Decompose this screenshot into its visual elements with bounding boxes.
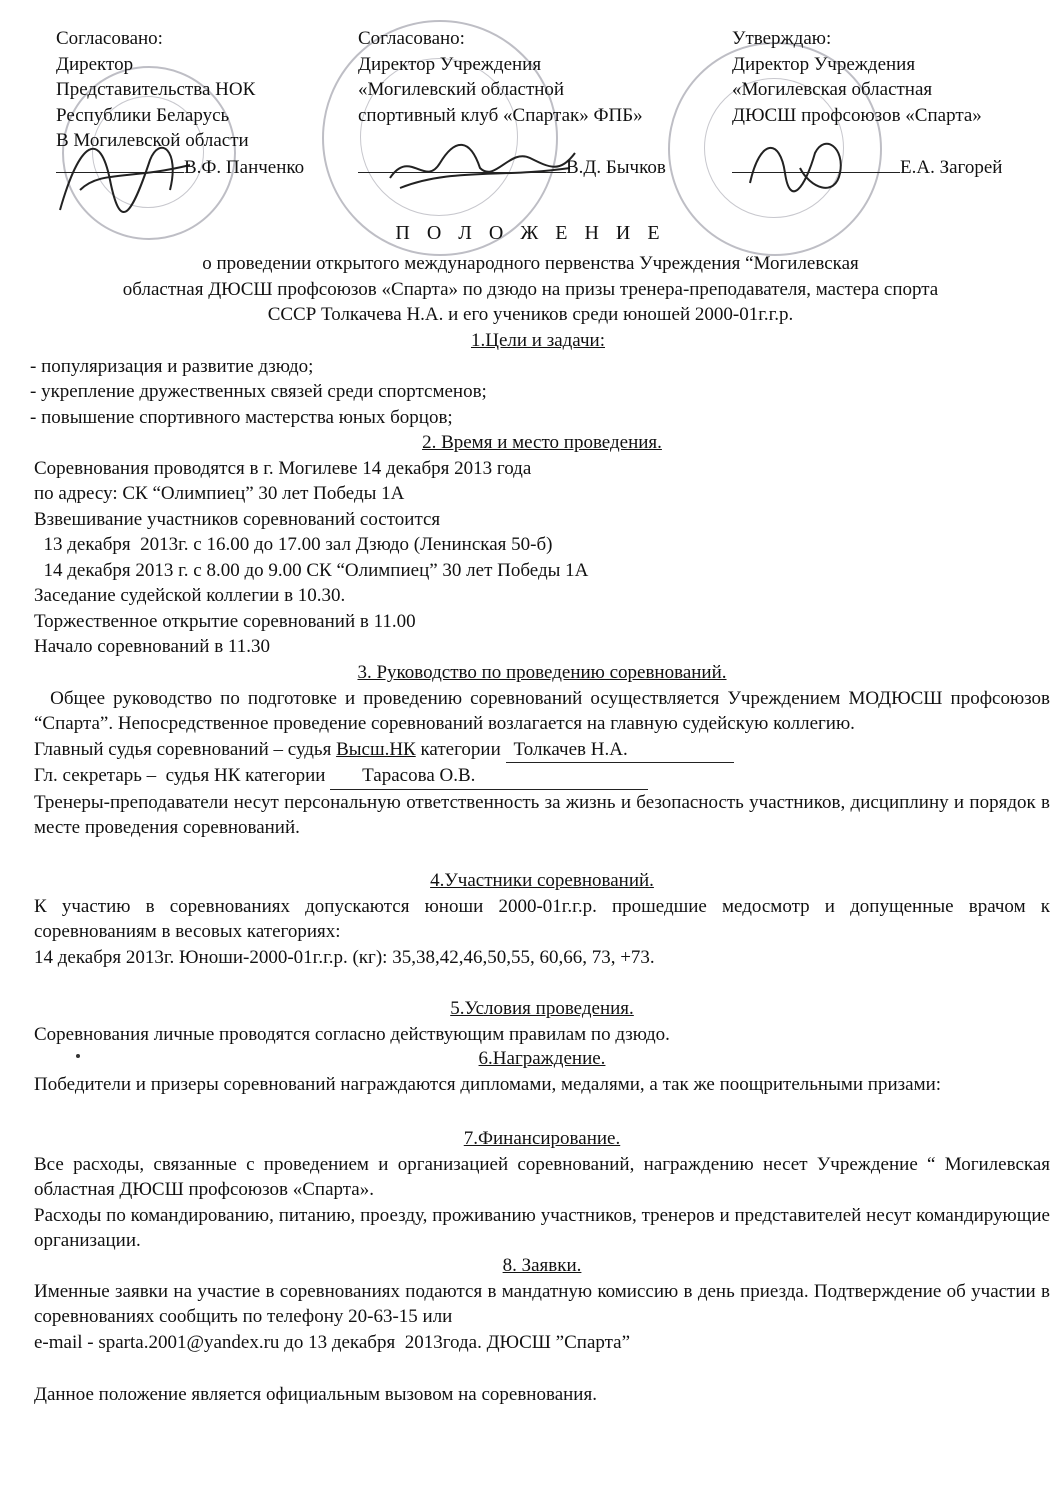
approval-line: «Могилевская областная <box>732 79 933 100</box>
text-line: Торжественное открытие соревнований в 11.00 <box>34 610 416 632</box>
weight-categories: 14 декабря 2013г. Юноши-2000-01г.г.р. (кг): 35,38,42,46,50,55, 60,66, 73, +73. <box>34 946 655 968</box>
paragraph: Все расходы, связанные с проведением и организацией соревнований, награждению несет Учреждение “ Могилевская областная ДЮСШ профсоюзов «Спарта». <box>34 1153 1050 1200</box>
judge-name: Толкачев Н.А. <box>513 738 628 760</box>
subtitle-line: о проведении открытого международного первенства Учреждения “Могилевская <box>202 253 859 274</box>
list-item: - популяризация и развитие дзюдо; <box>30 355 314 377</box>
approval-line: В Могилевской области <box>56 130 249 151</box>
section-heading: 4.Участники соревнований. <box>430 870 654 891</box>
document-title: П О Л О Ж Е Н И Е <box>395 222 666 244</box>
signature-line <box>358 154 566 173</box>
approval-middle <box>358 26 666 180</box>
approval-line: Директор Учреждения <box>358 53 542 75</box>
judge-name-field <box>506 737 734 764</box>
paragraph: Соревнования личные проводятся согласно действующим правилам по дзюдо. <box>34 1023 670 1045</box>
signer-name: Е.А. Загорей <box>900 156 1003 178</box>
secretary-name-field <box>330 763 648 790</box>
label: категории <box>415 738 506 760</box>
text-line: 13 декабря 2013г. с 16.00 до 17.00 зал Дзюдо (Ленинская 50-б) <box>34 534 553 555</box>
paragraph: Расходы по командированию, питанию, проезду, проживанию участников, тренеров и представителей несут командирующие организации. <box>34 1204 1050 1251</box>
text-line: 14 декабря 2013 г. с 8.00 до 9.00 СК “Олимпиец” 30 лет Победы 1А <box>34 559 589 581</box>
section-management <box>34 660 1055 841</box>
document-subtitle <box>20 251 1041 328</box>
paragraph: Именные заявки на участие в соревнованиях подаются в мандатную комиссию в день приезда. Подтверждение об участии в соревнованиях сообщить по телефону 20-63-15 или <box>34 1280 1050 1327</box>
signer-name: В.Ф. Панченко <box>184 156 305 178</box>
approval-heading: Согласовано: <box>358 28 465 49</box>
text-line: Взвешивание участников соревнований состоится <box>34 508 441 530</box>
section-heading: 6.Награждение. <box>478 1048 606 1069</box>
signature-line <box>56 154 184 173</box>
section-heading: 5.Условия проведения. <box>450 998 634 1019</box>
signer-name: В.Д. Бычков <box>566 156 666 178</box>
list-item: - укрепление дружественных связей среди спортсменов; <box>30 381 487 402</box>
chief-judge-line <box>34 737 1050 764</box>
approval-left <box>56 26 304 180</box>
approval-line: Директор <box>56 53 134 75</box>
text-line: Соревнования проводятся в г. Могилеве 14 декабря 2013 года <box>34 457 532 479</box>
section-goals <box>30 328 1046 430</box>
closing-statement: Данное положение является официальным вызовом на соревнования. <box>34 1384 597 1405</box>
judge-category: Высш.НК <box>336 738 416 760</box>
section-awards <box>34 1046 1050 1097</box>
text-line: Заседание судейской коллегии в 10.30. <box>34 585 346 606</box>
approval-line: Республики Беларусь <box>56 104 230 126</box>
paragraph: К участию в соревнованиях допускаются юноши 2000-01г.г.р. прошедшие медосмотр и допущенные врачом к соревнованиям в весовых категориях: <box>34 895 1050 942</box>
section-financing <box>34 1126 1050 1254</box>
paragraph: Общее руководство по подготовке и проведению соревнований осуществляется Учреждением МОДЮСШ профсоюзов “Спарта”. Непосредственное проведение соревнований возлагается на главную судейскую коллегию. <box>34 687 1055 734</box>
list-item: - повышение спортивного мастерства юных борцов; <box>30 406 453 428</box>
email-line: e-mail - sparta.2001@yandex.ru до 13 декабря 2013года. ДЮСШ ”Спарта” <box>34 1331 631 1353</box>
section-heading: 1.Цели и задачи: <box>470 330 605 351</box>
approval-line: Директор Учреждения <box>732 53 916 75</box>
approval-line: Представительства НОК <box>56 79 256 100</box>
section-heading: 3. Руководство по проведению соревнований. <box>357 662 727 683</box>
label: Главный судья соревнований – судья <box>34 738 337 760</box>
subtitle-line: областная ДЮСШ профсоюзов «Спарта» по дзюдо на призы тренера-преподавателя, мастера спорта <box>122 278 939 300</box>
section-heading: 8. Заявки. <box>502 1255 582 1276</box>
secretary-line <box>34 763 1050 790</box>
section-participants <box>34 868 1050 970</box>
approval-right <box>732 26 1002 180</box>
paragraph: Тренеры-преподаватели несут персональную ответственность за жизнь и безопасность участников, дисциплину и порядок в месте проведения соревнований. <box>34 791 1050 838</box>
section-conditions <box>34 996 1050 1047</box>
text-line: по адресу: СК “Олимпиец” 30 лет Победы 1А <box>34 483 405 504</box>
signature-line <box>732 154 900 173</box>
label: Гл. секретарь – судья НК категории <box>34 765 331 786</box>
approval-heading: Утверждаю: <box>732 28 832 49</box>
section-time-place <box>34 430 1050 660</box>
secretary-name: Тарасова О.В. <box>362 765 476 786</box>
approval-line: спортивный клуб «Спартак» ФПБ» <box>358 104 643 126</box>
approval-line: ДЮСШ профсоюзов «Спарта» <box>732 104 982 126</box>
section-heading: 2. Время и место проведения. <box>422 432 662 453</box>
subtitle-line: СССР Толкачева Н.А. и его учеников среди юношей 2000-01г.г.р. <box>267 304 794 325</box>
section-heading: 7.Финансирование. <box>463 1128 621 1149</box>
text-line: Начало соревнований в 11.30 <box>34 636 270 657</box>
approval-line: «Могилевский областной <box>358 79 565 100</box>
paragraph: Победители и призеры соревнований награждаются дипломами, медалями, а так же поощрительными призами: <box>34 1073 942 1095</box>
approval-heading: Согласовано: <box>56 28 163 49</box>
section-applications <box>34 1253 1050 1355</box>
